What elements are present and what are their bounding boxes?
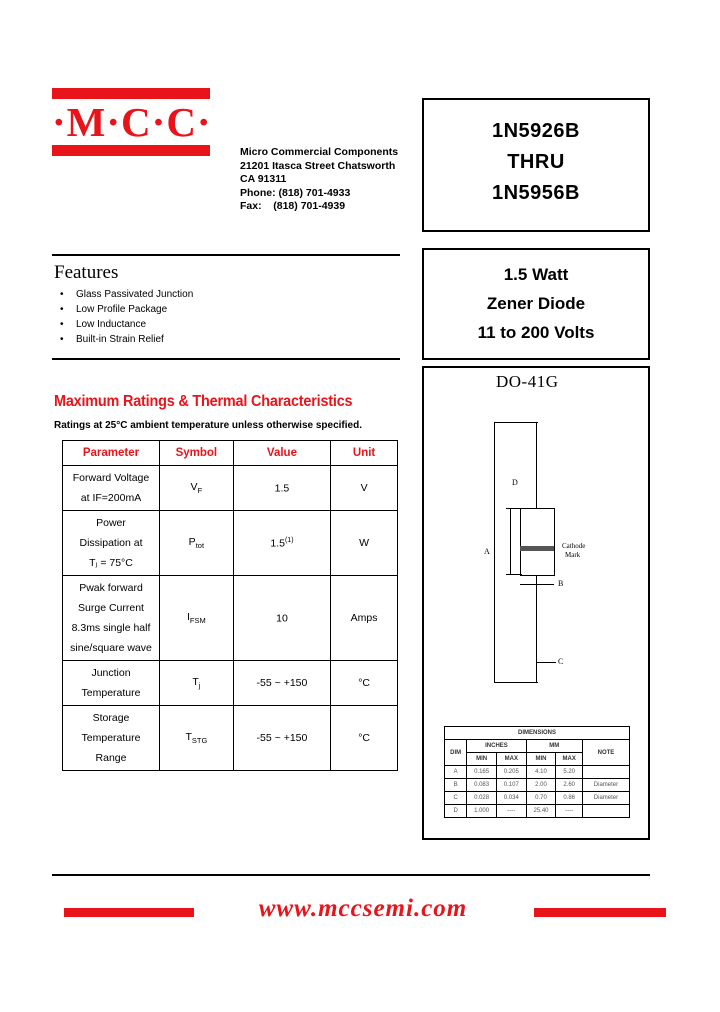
column-header-parameter: Parameter: [63, 441, 160, 466]
table-row: [63, 661, 398, 706]
cell-value: [233, 466, 330, 511]
dimensions-caption-row: [445, 727, 630, 740]
table-header-row: [63, 441, 398, 466]
cell-value: [233, 706, 330, 771]
cell-parameter: [63, 466, 160, 511]
value-note: (1): [284, 536, 294, 544]
part-number-thru: THRU: [507, 151, 565, 173]
param-line: at IF=200mA: [80, 492, 142, 504]
column-header-value: Value: [233, 441, 330, 466]
param-line: sine/square wave: [70, 642, 152, 654]
dim-cell: ----: [496, 805, 526, 818]
callout-a: A: [484, 547, 490, 556]
max-ratings-table: [62, 440, 398, 771]
dim-cell: 0.86: [556, 792, 583, 805]
cell-unit: V: [331, 466, 398, 511]
dim-col-header: MIN: [467, 753, 497, 766]
features-title: Features: [54, 262, 119, 283]
symbol-main: T: [185, 730, 192, 743]
dimension-line-b: [520, 584, 554, 585]
dim-cell: 0.205: [496, 766, 526, 779]
logo-bar-bottom: [52, 145, 210, 156]
param-line: Forward Voltage: [72, 472, 150, 484]
value-text: 1.5: [270, 537, 285, 550]
list-item: • Low Profile Package: [56, 302, 193, 317]
dim-cell: 2.00: [526, 779, 556, 792]
cell-parameter: [63, 661, 160, 706]
dim-group-inches: INCHES: [467, 740, 526, 753]
dimension-line-d: [510, 508, 511, 575]
dimension-line-c: [536, 662, 556, 663]
dimensions-caption: DIMENSIONS: [445, 727, 630, 740]
cell-symbol: [160, 661, 234, 706]
rating-wattage: 1.5 Watt: [503, 265, 569, 284]
part-number-start: 1N5926B: [491, 120, 580, 142]
dim-cell: B: [445, 779, 467, 792]
extension-line-body-bottom: [506, 574, 522, 575]
dim-cell: ----: [556, 805, 583, 818]
company-phone: Phone: (818) 701-4933: [240, 186, 351, 199]
param-line: Temperature: [81, 687, 141, 699]
callout-b: B: [558, 579, 564, 588]
cell-parameter: [63, 706, 160, 771]
dim-cell: 4.10: [526, 766, 556, 779]
extension-line-bottom: [494, 682, 538, 683]
dim-cell: 0.083: [467, 779, 497, 792]
logo-bar-top: [52, 88, 210, 99]
dim-cell: C: [445, 792, 467, 805]
rating-device-type: Zener Diode: [486, 294, 586, 313]
dim-cell: 0.107: [496, 779, 526, 792]
value-text: -55 ~ +150: [256, 677, 308, 689]
features-list: [56, 287, 193, 347]
company-fax: Fax: (818) 701-4939: [240, 200, 346, 213]
dim-cell: A: [445, 766, 467, 779]
diode-body: [520, 508, 555, 576]
cell-value: [233, 511, 330, 576]
dim-cell: [582, 805, 629, 818]
features-divider-top: [52, 254, 400, 256]
value-text: 1.5: [274, 482, 290, 495]
dim-col-header: MIN: [526, 753, 556, 766]
symbol-main: I: [186, 610, 190, 623]
dim-cell: 1.000: [467, 805, 497, 818]
value-text: -55 ~ +150: [256, 732, 308, 744]
symbol-main: V: [190, 480, 198, 493]
cell-parameter: [63, 576, 160, 661]
symbol-main: P: [188, 535, 196, 548]
dim-cell: 25.40: [526, 805, 556, 818]
list-item: • Glass Passivated Junction: [56, 287, 193, 302]
logo-text: ·M·C·C·: [52, 99, 212, 145]
cell-value: [233, 661, 330, 706]
dim-col-header-note: NOTE: [582, 740, 629, 766]
website-link[interactable]: www.mccsemi.com: [258, 895, 468, 922]
dimensions-group-header-row: [445, 740, 630, 753]
symbol-sub: tot: [195, 541, 205, 551]
dim-cell: D: [445, 805, 467, 818]
features-divider-bottom: [52, 358, 400, 360]
footer-bar-left: [64, 908, 194, 917]
dim-col-header: DIM: [445, 740, 467, 766]
cell-unit: Amps: [331, 576, 398, 661]
dim-cell: [582, 766, 629, 779]
param-line: 8.3ms single half: [71, 622, 151, 634]
dim-col-header: MAX: [496, 753, 526, 766]
dimensions-table: [444, 726, 630, 818]
dim-col-header: MAX: [556, 753, 583, 766]
table-row: [63, 576, 398, 661]
extension-line-top: [494, 422, 538, 423]
company-address-line-2: CA 91311: [240, 173, 287, 186]
param-line: Dissipation at: [79, 537, 143, 549]
list-item: • Low Inductance: [56, 317, 193, 332]
list-item: • Built-in Strain Relief: [56, 332, 193, 347]
cathode-mark-label-line2: Mark: [565, 551, 581, 559]
max-ratings-subtitle: Ratings at 25°C ambient temperature unless otherwise specified.: [54, 420, 362, 431]
package-title: DO-41G: [496, 372, 559, 391]
rating-voltage-range: 11 to 200 Volts: [477, 323, 595, 342]
package-drawing: [422, 396, 650, 720]
max-ratings-title: Maximum Ratings & Thermal Characteristics: [54, 393, 353, 410]
part-number-end: 1N5956B: [491, 182, 580, 204]
dim-cell: Diameter: [582, 779, 629, 792]
table-row: [63, 511, 398, 576]
symbol-sub: STG: [191, 736, 208, 746]
table-row: [63, 466, 398, 511]
dim-cell: 0.165: [467, 766, 497, 779]
dim-cell: 0.70: [526, 792, 556, 805]
table-row: [445, 805, 630, 818]
dim-cell: 0.034: [496, 792, 526, 805]
cell-symbol: [160, 466, 234, 511]
cell-unit: °C: [331, 661, 398, 706]
dim-cell: 2.60: [556, 779, 583, 792]
dim-cell: 0.028: [467, 792, 497, 805]
symbol-main: T: [192, 675, 199, 688]
footer-divider: [52, 874, 650, 876]
param-line: Surge Current: [78, 602, 144, 614]
company-address-line-1: 21201 Itasca Street Chatsworth: [240, 159, 396, 172]
cell-symbol: [160, 511, 234, 576]
company-name: Micro Commercial Components: [240, 146, 399, 158]
dimension-line-a: [494, 422, 495, 682]
mcc-logo: [52, 88, 212, 156]
product-rating-box: [422, 248, 650, 360]
cell-unit: W: [331, 511, 398, 576]
dim-cell: Diameter: [582, 792, 629, 805]
part-number-box: [422, 98, 650, 232]
table-row: [445, 766, 630, 779]
param-line: Power: [96, 517, 126, 529]
symbol-sub: F: [197, 486, 203, 496]
param-line: Range: [95, 752, 127, 764]
column-header-unit: Unit: [331, 441, 398, 466]
cathode-band: [520, 546, 554, 551]
cell-symbol: [160, 576, 234, 661]
cell-unit: °C: [331, 706, 398, 771]
table-row: [63, 706, 398, 771]
footer-bar-right: [534, 908, 666, 917]
cell-parameter: [63, 511, 160, 576]
symbol-sub: FSM: [189, 616, 206, 626]
param-line: Tⱼ = 75°C: [89, 557, 133, 569]
param-line: Pwak forward: [79, 582, 143, 594]
company-address-block: [240, 146, 398, 214]
param-line: Temperature: [81, 732, 141, 744]
callout-c: C: [558, 657, 564, 666]
symbol-sub: j: [198, 681, 201, 691]
extension-line-body-top: [506, 508, 522, 509]
value-text: 10: [276, 612, 288, 625]
callout-d: D: [512, 478, 518, 487]
cell-symbol: [160, 706, 234, 771]
param-line: Storage: [92, 712, 130, 724]
cathode-mark-label-line1: Cathode: [562, 542, 586, 550]
param-line: Junction: [91, 667, 131, 679]
dim-group-mm: MM: [526, 740, 582, 753]
table-row: [445, 792, 630, 805]
cell-value: [233, 576, 330, 661]
column-header-symbol: Symbol: [160, 441, 234, 466]
dim-cell: 5.20: [556, 766, 583, 779]
table-row: [445, 779, 630, 792]
